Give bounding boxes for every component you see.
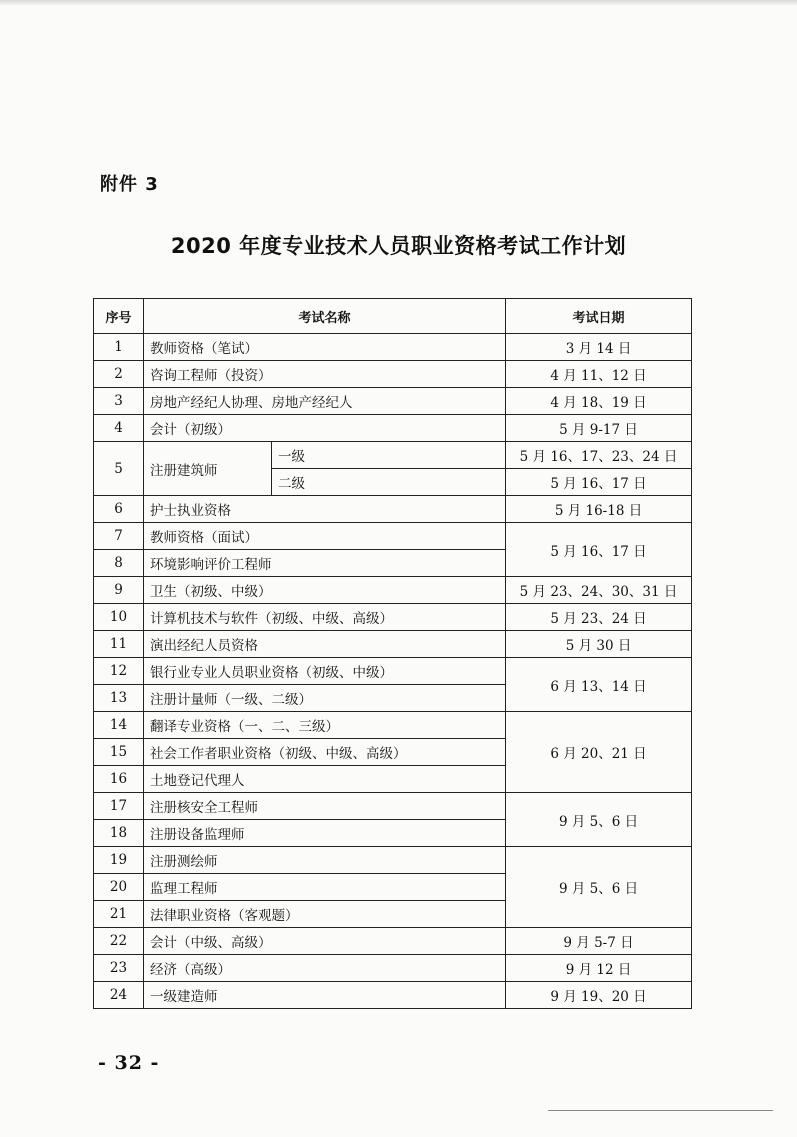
exam-date: 5 月 23、24、30、31 日 [506, 577, 692, 604]
table-row [94, 334, 692, 361]
row-number: 11 [94, 631, 144, 658]
exam-date: 5 月 23、24 日 [506, 604, 692, 631]
exam-name: 注册测绘师 [144, 847, 506, 874]
row-number: 12 [94, 658, 144, 685]
row-number: 8 [94, 550, 144, 577]
table-row [94, 982, 692, 1009]
exam-name: 教师资格（笔试） [144, 334, 506, 361]
table-row [94, 928, 692, 955]
exam-name: 卫生（初级、中级） [144, 577, 506, 604]
exam-date: 9 月 19、20 日 [506, 982, 692, 1009]
header-name: 考试名称 [144, 299, 506, 334]
row-number: 2 [94, 361, 144, 388]
table-row [94, 712, 692, 739]
row-number: 20 [94, 874, 144, 901]
row-number: 5 [94, 442, 144, 496]
row-number: 3 [94, 388, 144, 415]
exam-date: 5 月 16-18 日 [506, 496, 692, 523]
exam-name: 会计（初级） [144, 415, 506, 442]
table-row [94, 847, 692, 874]
table-row [94, 631, 692, 658]
row-number: 22 [94, 928, 144, 955]
exam-date: 6 月 13、14 日 [506, 658, 692, 712]
exam-name: 土地登记代理人 [144, 766, 506, 793]
exam-name: 注册建筑师 [144, 442, 272, 496]
row-number: 6 [94, 496, 144, 523]
exam-plan-table [93, 298, 692, 1009]
exam-name: 演出经纪人员资格 [144, 631, 506, 658]
table-header-row [94, 299, 692, 334]
row-number: 17 [94, 793, 144, 820]
exam-level: 二级 [272, 469, 506, 496]
row-number: 7 [94, 523, 144, 550]
row-number: 14 [94, 712, 144, 739]
exam-date: 5 月 16、17 日 [506, 469, 692, 496]
row-number: 24 [94, 982, 144, 1009]
table-row [94, 577, 692, 604]
table-row [94, 604, 692, 631]
row-number: 1 [94, 334, 144, 361]
exam-date: 5 月 30 日 [506, 631, 692, 658]
exam-name: 社会工作者职业资格（初级、中级、高级） [144, 739, 506, 766]
document-title: 2020 年度专业技术人员职业资格考试工作计划 [170, 234, 627, 258]
exam-date: 9 月 5、6 日 [506, 847, 692, 928]
row-number: 23 [94, 955, 144, 982]
exam-name: 监理工程师 [144, 874, 506, 901]
attachment-label: 附件 3 [100, 174, 159, 195]
exam-name: 银行业专业人员职业资格（初级、中级） [144, 658, 506, 685]
exam-name: 计算机技术与软件（初级、中级、高级） [144, 604, 506, 631]
table-row [94, 442, 692, 469]
exam-date: 5 月 16、17、23、24 日 [506, 442, 692, 469]
page-number: - 32 - [98, 1052, 160, 1074]
table-row [94, 955, 692, 982]
exam-name: 咨询工程师（投资） [144, 361, 506, 388]
row-number: 4 [94, 415, 144, 442]
row-number: 16 [94, 766, 144, 793]
exam-name: 一级建造师 [144, 982, 506, 1009]
page-edge [0, 0, 797, 6]
exam-date: 3 月 14 日 [506, 334, 692, 361]
exam-name: 翻译专业资格（一、二、三级） [144, 712, 506, 739]
table-row [94, 523, 692, 550]
exam-name: 注册核安全工程师 [144, 793, 506, 820]
exam-date: 9 月 12 日 [506, 955, 692, 982]
exam-date: 6 月 20、21 日 [506, 712, 692, 793]
exam-level: 一级 [272, 442, 506, 469]
row-number: 18 [94, 820, 144, 847]
exam-name: 护士执业资格 [144, 496, 506, 523]
exam-name: 房地产经纪人协理、房地产经纪人 [144, 388, 506, 415]
row-number: 13 [94, 685, 144, 712]
exam-name: 教师资格（面试） [144, 523, 506, 550]
exam-name: 环境影响评价工程师 [144, 550, 506, 577]
exam-date: 4 月 11、12 日 [506, 361, 692, 388]
row-number: 15 [94, 739, 144, 766]
table-row [94, 388, 692, 415]
footer-rule [548, 1110, 773, 1111]
table-row [94, 361, 692, 388]
exam-date: 9 月 5、6 日 [506, 793, 692, 847]
row-number: 10 [94, 604, 144, 631]
exam-name: 法律职业资格（客观题） [144, 901, 506, 928]
table-row [94, 793, 692, 820]
exam-name: 注册设备监理师 [144, 820, 506, 847]
table-row [94, 658, 692, 685]
exam-date: 9 月 5-7 日 [506, 928, 692, 955]
exam-date: 5 月 9-17 日 [506, 415, 692, 442]
exam-name: 注册计量师（一级、二级） [144, 685, 506, 712]
row-number: 9 [94, 577, 144, 604]
exam-name: 会计（中级、高级） [144, 928, 506, 955]
row-number: 21 [94, 901, 144, 928]
row-number: 19 [94, 847, 144, 874]
header-no: 序号 [94, 299, 144, 334]
exam-date: 4 月 18、19 日 [506, 388, 692, 415]
table-row [94, 496, 692, 523]
exam-name: 经济（高级） [144, 955, 506, 982]
table-row [94, 415, 692, 442]
header-date: 考试日期 [506, 299, 692, 334]
exam-date: 5 月 16、17 日 [506, 523, 692, 577]
